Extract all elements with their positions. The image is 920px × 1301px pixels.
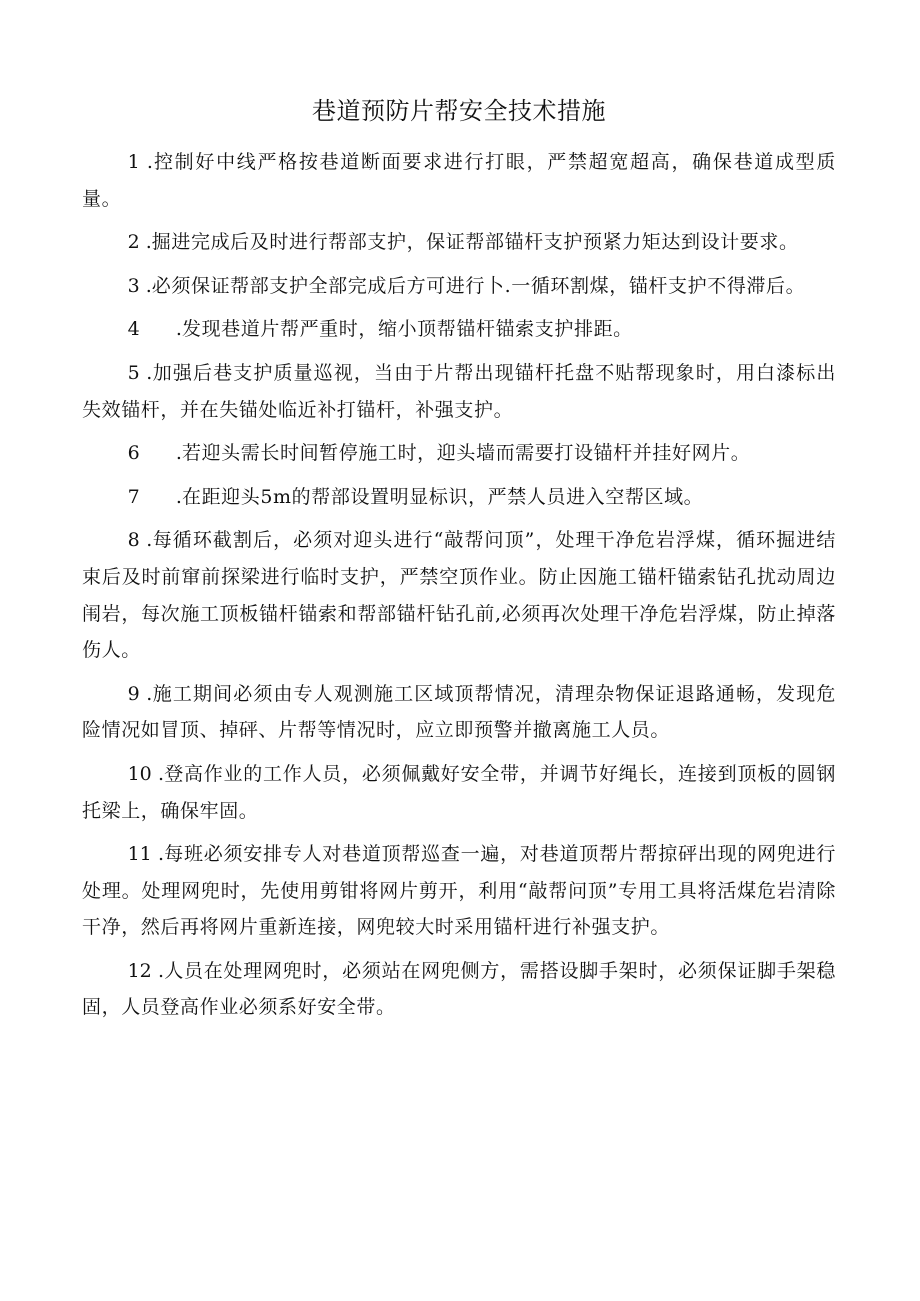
- measure-item: [82, 836, 836, 946]
- measure-item: [82, 676, 836, 749]
- item-text: 发现巷道片帮严重时，缩小顶帮锚杆锚索支护排距。: [181, 318, 633, 341]
- item-number: 12: [127, 959, 152, 982]
- item-number: 3: [127, 274, 140, 297]
- item-number: 8: [127, 529, 140, 552]
- item-separator: .: [151, 959, 165, 982]
- measure-item: [82, 953, 836, 1026]
- item-text: 控制好中线严格按巷道断面要求进行打眼，严禁超宽超高，确保巷道成型质量。: [82, 151, 836, 210]
- measure-item: [82, 479, 836, 516]
- item-text: 若迎头需长时间暂停施工时，迎头墙而需要打设锚杆并挂好网片。: [181, 442, 751, 465]
- item-text: 人员在处理网兜时，必须站在网兜侧方，需搭设脚手架时，必须保证脚手架稳固，人员登高作业必须系好安全带。: [82, 959, 836, 1019]
- measure-item: [82, 224, 836, 261]
- item-number: 6: [127, 442, 140, 465]
- item-text: 每循环截割后，必须对迎头进行“敲帮问顶”，处理干净危岩浮煤，循环掘进结束后及时前窜前探梁进行临时支护，严禁空顶作业。防止因施工锚杆锚索钻孔扰动周边闱岩，每次施工顶板锚杆锚索和帮部锚杆钻孔前,必须再次处理干净危岩浮煤，防止掉落伤人。: [82, 529, 836, 662]
- item-number: 10: [127, 762, 152, 785]
- item-separator: .: [139, 274, 152, 297]
- item-text: 登高作业的工作人员，必须佩戴好安全带，并调节好绳长，连接到顶板的圆钢托梁上，确保牢固。: [82, 762, 836, 822]
- item-separator: .: [139, 485, 182, 508]
- item-separator: .: [139, 151, 153, 173]
- item-separator: .: [139, 361, 153, 384]
- item-text: 在距迎头5m的帮部设置明显标识，严禁人员进入空帮区域。: [181, 485, 704, 508]
- measure-item: [82, 268, 836, 305]
- item-text: 加强后巷支护质量巡视，当由于片帮出现锚杆托盘不贴帮现象时，用白漆标出失效锚杆，并在失锚处临近补打锚杆，补强支护。: [82, 361, 836, 421]
- measure-item: [82, 522, 836, 668]
- item-number: 2: [127, 231, 140, 254]
- item-separator: .: [139, 682, 153, 705]
- item-number: 7: [127, 485, 140, 508]
- item-number: 11: [127, 843, 152, 866]
- measure-list: [82, 144, 836, 1026]
- item-text: 施工期间必须由专人观测施工区域顶帮情况，清理杂物保证退路通畅，发现危险情况如冒顶、掉砰、片帮等情况时，应立即预警并撤离施工人员。: [82, 682, 836, 742]
- item-text: 掘进完成后及时进行帮部支护，保证帮部锚杆支护预紧力矩达到设计要求。: [151, 231, 799, 254]
- measure-item: [82, 144, 836, 217]
- document-title: 巷道预防片帮安全技术措施: [312, 97, 606, 125]
- item-separator: .: [139, 529, 153, 552]
- item-text: 每班必须安排专人对巷道顶帮巡查一遍，对巷道顶帮片帮掠砰出现的网兜进行处理。处理网兜时，先使用剪钳将网片剪开，利用“敲帮问顶”专用工具将活煤危岩清除干净，然后再将网片重新连接，网兜较大时采用锚杆进行补强支护。: [82, 843, 836, 939]
- measure-item: [82, 355, 836, 428]
- item-number: 5: [127, 361, 140, 384]
- item-separator: .: [151, 762, 165, 785]
- item-separator: .: [139, 318, 182, 341]
- measure-item: [82, 435, 836, 472]
- item-number: 1: [127, 151, 140, 173]
- item-separator: .: [139, 442, 182, 465]
- item-separator: .: [139, 231, 152, 254]
- item-number: 4: [127, 318, 140, 341]
- measure-item: [82, 311, 836, 348]
- item-text: 必须保证帮部支护全部完成后方可进行卜.一循环割煤，锚杆支护不得滞后。: [151, 274, 806, 297]
- item-separator: .: [151, 843, 165, 866]
- item-number: 9: [127, 682, 140, 705]
- measure-item: [82, 756, 836, 829]
